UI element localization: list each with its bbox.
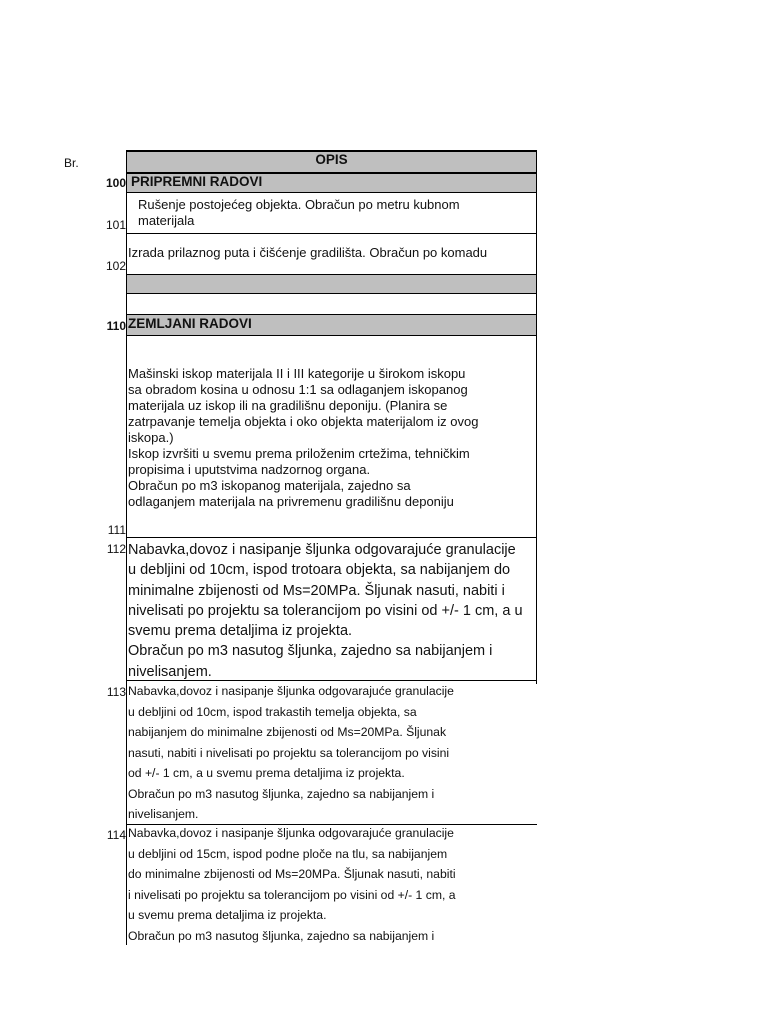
row-divider [126,150,537,152]
row-number: 113 [106,685,126,699]
item-description: Izrada prilaznog puta i čišćenje gradilišta. Obračun po komadu [128,245,488,260]
row-divider [126,274,537,275]
table-left-border [126,150,127,945]
row-divider [126,335,537,336]
row-divider [126,293,537,294]
row-number: 110 [106,319,126,333]
row-divider [126,233,537,234]
item-description: Mašinski iskop materijala II i III kategorije u širokom iskopu sa obradom kosina u odnosu 1:1 sa odlaganjem iskopanog materijala uz iskop ili na gradilišnu deponiju. (Planira se zatrpavanje temelja objekta i oko objekta materijalom iz ovog iskopa.) Iskop izvršiti u svemu prema priloženim crtežima, tehničkim propisima i uputstvima nadzornog organa. Obračun po m3 iskopanog materijala, zajedno sa odlaganjem materijala na privremenu gradilišnu deponiju [128,366,479,509]
row-number: 111 [107,523,126,537]
row-number: 100 [105,176,126,190]
row-divider [126,192,537,193]
opis-header-label: OPIS [315,152,348,167]
row-number: 101 [105,218,126,232]
item-description: Rušenje postojećeg objekta. Obračun po metru kubnom materijala [138,197,460,228]
row-number: 112 [106,542,126,556]
table-right-border [536,150,537,684]
row-number: 114 [106,828,126,842]
row-divider [126,314,537,315]
item-description: Nabavka,dovoz i nasipanje šljunka odgovarajuće granulacije u debljini od 15cm, ispod podne ploče na tlu, sa nabijanjem do minimalne zbijenosti od Ms=20MPa. Šljunak nasuti, nabiti i nivelisati po projektu sa tolerancijom po visini od +/- 1 cm, a u svemu prema detaljima iz projekta. Obračun po m3 nasutog šljunka, zajedno sa nabijanjem i [128,826,456,943]
column-label-br: Br. [64,156,79,170]
item-description: Nabavka,dovoz i nasipanje šljunka odgovarajuće granulacije u debljini od 10cm, ispod trotoara objekta, sa nabijanjem do minimalne zbijenosti od Ms=20MPa. Šljunak nasuti, nabiti i nivelisati po projektu sa tolerancijom po visini od +/- 1 cm, a u svemu prema detaljima iz projekta. Obračun po m3 nasutog šljunka, zajedno sa nabijanjem i nivelisanjem. [128,542,523,680]
section-title-zemljani: ZEMLJANI RADOVI [128,316,252,331]
row-divider [126,537,537,538]
section-title-pripremni: PRIPREMNI RADOVI [131,174,263,189]
item-description: Nabavka,dovoz i nasipanje šljunka odgovarajuće granulacije u debljini od 10cm, ispod trakastih temelja objekta, sa nabijanjem do minimalne zbijenosti od Ms=20MPa. Šljunak nasuti, nabiti i nivelisati po projektu sa tolerancijom po visini od +/- 1 cm, a u svemu prema detaljima iz projekta. Obračun po m3 nasutog šljunka, zajedno sa nabijanjem i nivelisanjem. [128,684,454,821]
section-band-empty [127,275,536,293]
row-number: 102 [105,259,126,273]
